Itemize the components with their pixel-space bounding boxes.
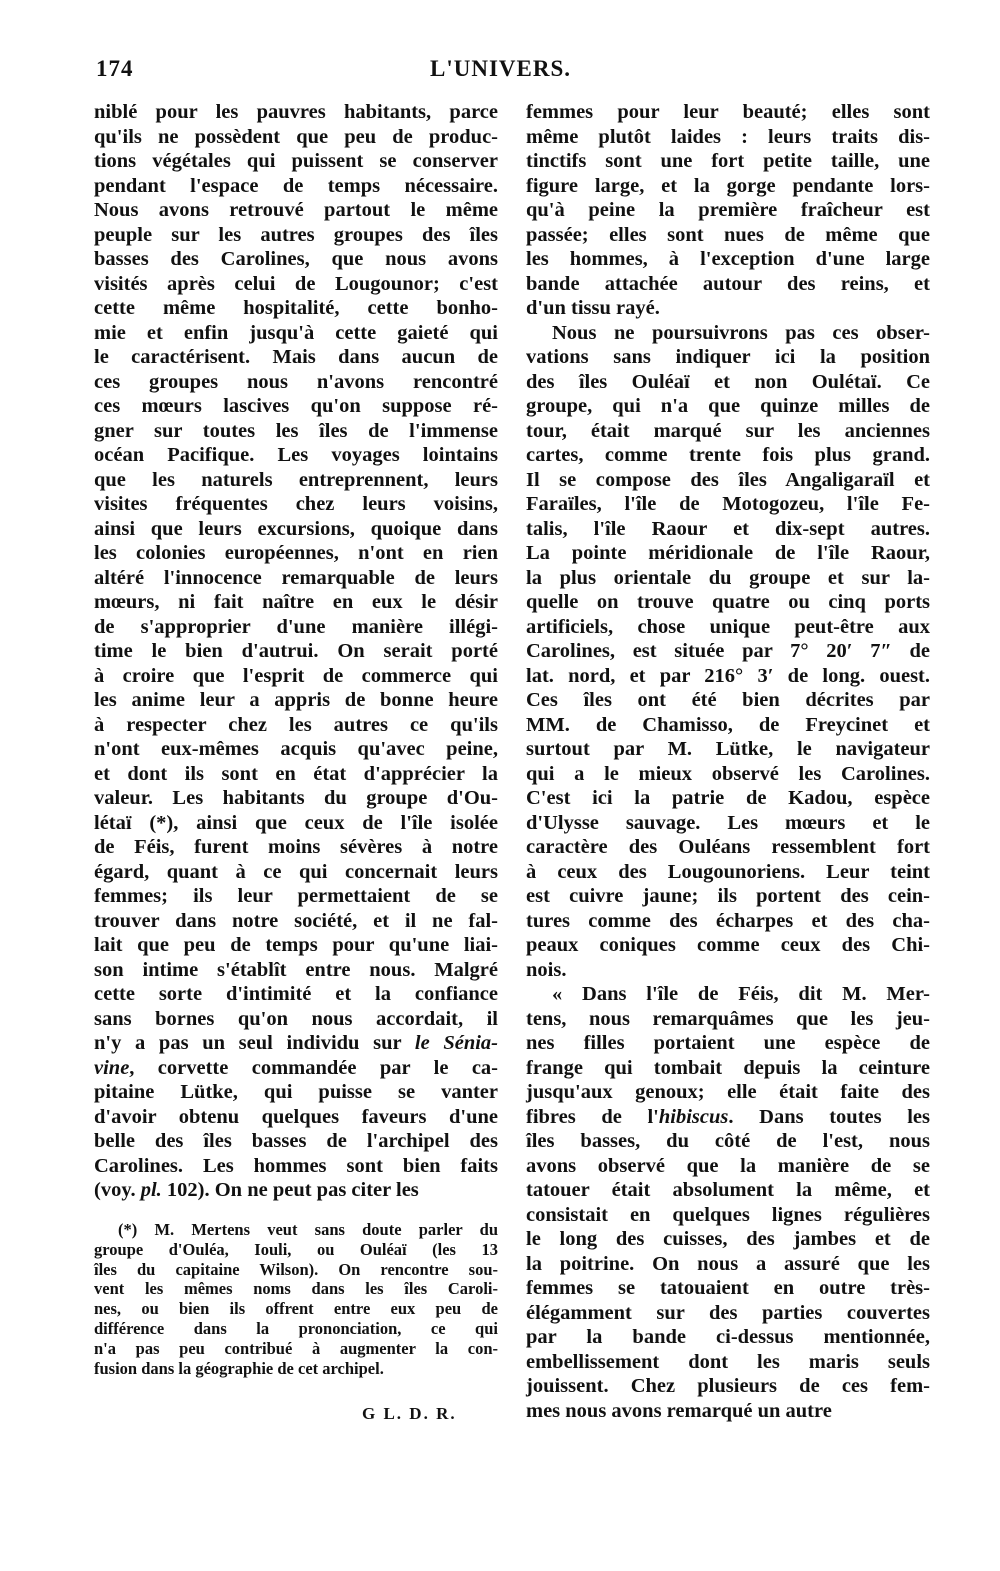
italic-text: hibiscus [658, 1105, 729, 1128]
text-line: femmes pour leur beauté; elles sont [526, 101, 930, 123]
text-line: à respecter chez les autres ce qu'ils [94, 713, 498, 736]
text-line: visites fréquentes chez leurs voisins, [94, 493, 498, 515]
text-line: « Dans l'île de Féis, dit M. Mer- [552, 983, 930, 1005]
text-line: avons observé que la manière de se [526, 1154, 930, 1177]
text-line: lat. nord, et par 216° 3′ de long. ouest. [526, 664, 930, 687]
text-line: artificiels, chose unique peut-être aux [526, 615, 930, 638]
footnote-signature: G L. D. R. [362, 1404, 457, 1423]
text-line: à croire que l'esprit de commerce qui [94, 664, 498, 687]
text-line: figure large, et la gorge pendante lors- [526, 174, 930, 197]
left-column [94, 100, 498, 1203]
text-line: tions végétales qui puissent se conserver [94, 150, 498, 172]
text-line: ces groupes nous n'avons rencontré [94, 370, 498, 393]
text-line: niblé pour les pauvres habitants, parce [94, 101, 498, 123]
text-line: les colonies européennes, n'ont en rien [94, 542, 498, 564]
text-line [94, 1031, 498, 1056]
text-line: et dont ils sont en état d'apprécier la [94, 762, 498, 785]
text-line: peaux coniques comme ceux des Chi- [526, 934, 930, 956]
footnote [94, 1220, 498, 1378]
text-line: d'Ulysse sauvage. Les mœurs et le [526, 811, 930, 834]
text-line: n'ont eux-mêmes acquis qu'avec peine, [94, 738, 498, 760]
text-line: vations sans indiquer ici la position [526, 346, 930, 368]
text-line: élégamment sur des parties couvertes [526, 1301, 930, 1324]
text-line: îles basses, du côté de l'est, nous [526, 1130, 930, 1152]
text-line: tinctifs sont une fort petite taille, une [526, 150, 930, 172]
running-title: L'UNIVERS. [430, 56, 572, 81]
text-line: nois. [526, 958, 567, 981]
text-line [526, 1105, 930, 1130]
text-line: cartes, comme trente fois plus grand. [526, 444, 930, 466]
text-line: n'a pas peu contribué à augmenter la con- [94, 1338, 498, 1358]
text-line: La pointe méridionale de l'île Raour, [526, 542, 930, 564]
text-line: Ces îles ont été bien décrites par [526, 689, 930, 711]
text-line: fusion dans la géographie de cet archipel. [94, 1358, 384, 1378]
text-line: peuple sur les autres groupes des îles [94, 223, 498, 246]
text-line: passée; elles sont nues de même que [526, 223, 930, 246]
text-line: groupe d'Ouléa, Iouli, ou Ouléaï (les 13 [94, 1239, 498, 1259]
text-segment: , corvette commandée par le ca- [129, 1056, 498, 1079]
text-line: les hommes, à l'exception d'une large [526, 248, 930, 270]
text-line: tatouer était absolument la même, et [526, 1179, 930, 1201]
text-line: gner sur toutes les îles de l'immense [94, 419, 498, 442]
text-line: visités après celui de Lougounor; c'est [94, 272, 498, 295]
text-line: vent les mêmes noms dans les îles Caroli- [94, 1279, 498, 1299]
text-line: à ceux des Lougounoriens. Leur teint [526, 860, 930, 883]
text-line: différence dans la prononciation, ce qui [94, 1318, 498, 1338]
text-segment: fibres de l' [526, 1105, 659, 1128]
text-line: des îles Ouléaï et non Oulétaï. Ce [526, 370, 930, 393]
text-segment: (voy. [94, 1179, 141, 1201]
text-line: même plutôt laides : leurs traits dis- [526, 125, 930, 148]
text-line: la plus orientale du groupe et sur la- [526, 566, 930, 589]
text-line: groupe, qui n'a que quinze milles de [526, 395, 930, 417]
text-line: time le bien d'autrui. On serait porté [94, 640, 498, 662]
text-line: jouissent. Chez plusieurs de ces fem- [526, 1375, 930, 1397]
text-line: pitaine Lütke, qui puisse se vanter [94, 1081, 498, 1103]
text-line: femmes; ils leur permettaient de se [94, 885, 498, 907]
text-line: caractère des Ouléans ressemblent fort [526, 836, 930, 858]
text-line: tens, nous remarquâmes que les jeu- [526, 1007, 930, 1030]
text-line: que les naturels entreprennent, leurs [94, 468, 498, 491]
text-line: Il se compose des îles Angaligaraïl et [526, 468, 930, 491]
text-line: est cuivre jaune; ils portent des cein- [526, 885, 930, 907]
text-line: talis, l'île Raour et dix-sept autres. [526, 517, 930, 540]
text-line: surtout par M. Lütke, le navigateur [526, 738, 930, 760]
text-line: basses des Carolines, que nous avons [94, 248, 498, 270]
text-line: C'est ici la patrie de Kadou, espèce [526, 787, 930, 809]
text-segment: n'y a pas un seul individu sur [94, 1032, 415, 1054]
text-line: quelle on trouve quatre ou cinq ports [526, 591, 930, 613]
text-line: la poitrine. On nous a assuré que les [526, 1252, 930, 1275]
text-line: Carolines. Les hommes sont bien faits [94, 1154, 498, 1177]
text-line: de Féis, furent moins sévères à notre [94, 836, 498, 858]
text-line: nes, ou bien ils offrent entre eux peu de [94, 1299, 498, 1319]
text-line: nes filles portaient une espèce de [526, 1032, 930, 1054]
text-line: lait que peu de temps pour qu'une liai- [94, 934, 498, 956]
text-line [94, 1178, 498, 1203]
text-line: cette sorte d'intimité et la confiance [94, 983, 498, 1005]
text-line: égard, quant à ce qui concernait leurs [94, 860, 498, 883]
right-column [526, 100, 930, 1423]
italic-text: pl. [140, 1179, 162, 1201]
text-line: qu'ils ne possèdent que peu de produc- [94, 125, 498, 148]
text-line: son intime s'établît entre nous. Malgré [94, 958, 498, 981]
text-line: îles du capitaine Wilson). On rencontre sou- [94, 1259, 498, 1279]
text-line: MM. de Chamisso, de Freycinet et [526, 713, 930, 736]
text-line: valeur. Les habitants du groupe d'Ou- [94, 787, 498, 809]
text-line: mie et enfin jusqu'à cette gaieté qui [94, 321, 498, 344]
text-line: tures comme des écharpes et des cha- [526, 909, 930, 932]
text-line: ces mœurs lascives qu'on suppose ré- [94, 395, 498, 417]
text-line: cette même hospitalité, cette bonho- [94, 297, 498, 319]
text-line: embellissement dont les maris seuls [526, 1350, 930, 1373]
text-line: sans bornes qu'on nous accordait, il [94, 1007, 498, 1030]
text-line: de s'approprier d'une manière illégi- [94, 615, 498, 638]
page-number: 174 [96, 56, 134, 81]
text-line: consistait en quelques lignes régulières [526, 1203, 930, 1226]
text-line: le long des cuisses, des jambes et de [526, 1228, 930, 1250]
text-line: mœurs, ni fait naître en eux le désir [94, 591, 498, 613]
text-line: bande attachée autour des reins, et [526, 272, 930, 295]
text-line: tour, était marqué sur les anciennes [526, 419, 930, 442]
text-line: qu'à peine la première fraîcheur est [526, 199, 930, 221]
italic-text: vine [94, 1056, 130, 1079]
text-line: par la bande ci-dessus mentionnée, [526, 1326, 930, 1348]
text-line: létaï (*), ainsi que ceux de l'île isolée [94, 811, 498, 834]
text-segment: 102). On ne peut pas citer les [161, 1179, 419, 1201]
text-line: pendant l'espace de temps nécessaire. [94, 174, 498, 197]
text-line: Nous ne poursuivrons pas ces obser- [552, 321, 930, 344]
text-line: altéré l'innocence remarquable de leurs [94, 566, 498, 589]
text-line: qui a le mieux observé les Carolines. [526, 762, 930, 785]
text-line: femmes se tatouaient en outre très- [526, 1277, 930, 1299]
text-line: frange qui tombait depuis la ceinture [526, 1056, 930, 1079]
text-line: (*) M. Mertens veut sans doute parler du [118, 1220, 498, 1239]
text-line: mes nous avons remarqué un autre [526, 1399, 832, 1422]
text-line [94, 1056, 498, 1081]
text-line: ainsi que leurs excursions, quoique dans [94, 517, 498, 540]
text-line: Faraïles, l'île de Motogozeu, l'île Fe- [526, 493, 930, 515]
italic-text: le Sénia- [414, 1032, 499, 1054]
text-line: océan Pacifique. Les voyages lointains [94, 444, 498, 466]
text-line: le caractérisent. Mais dans aucun de [94, 346, 498, 368]
text-line: Nous avons retrouvé partout le même [94, 199, 498, 221]
text-line: les anime leur a appris de bonne heure [94, 689, 498, 711]
text-line: jusqu'aux genoux; elle était faite des [526, 1081, 930, 1103]
text-line: trouver dans notre société, et il ne fal- [94, 909, 498, 932]
text-line: d'un tissu rayé. [526, 297, 660, 319]
text-line: Carolines, est située par 7° 20′ 7″ de [526, 640, 930, 662]
text-line: belle des îles basses de l'archipel des [94, 1130, 498, 1152]
text-line: d'avoir obtenu quelques faveurs d'une [94, 1105, 498, 1128]
text-segment: . Dans toutes les [728, 1105, 930, 1128]
